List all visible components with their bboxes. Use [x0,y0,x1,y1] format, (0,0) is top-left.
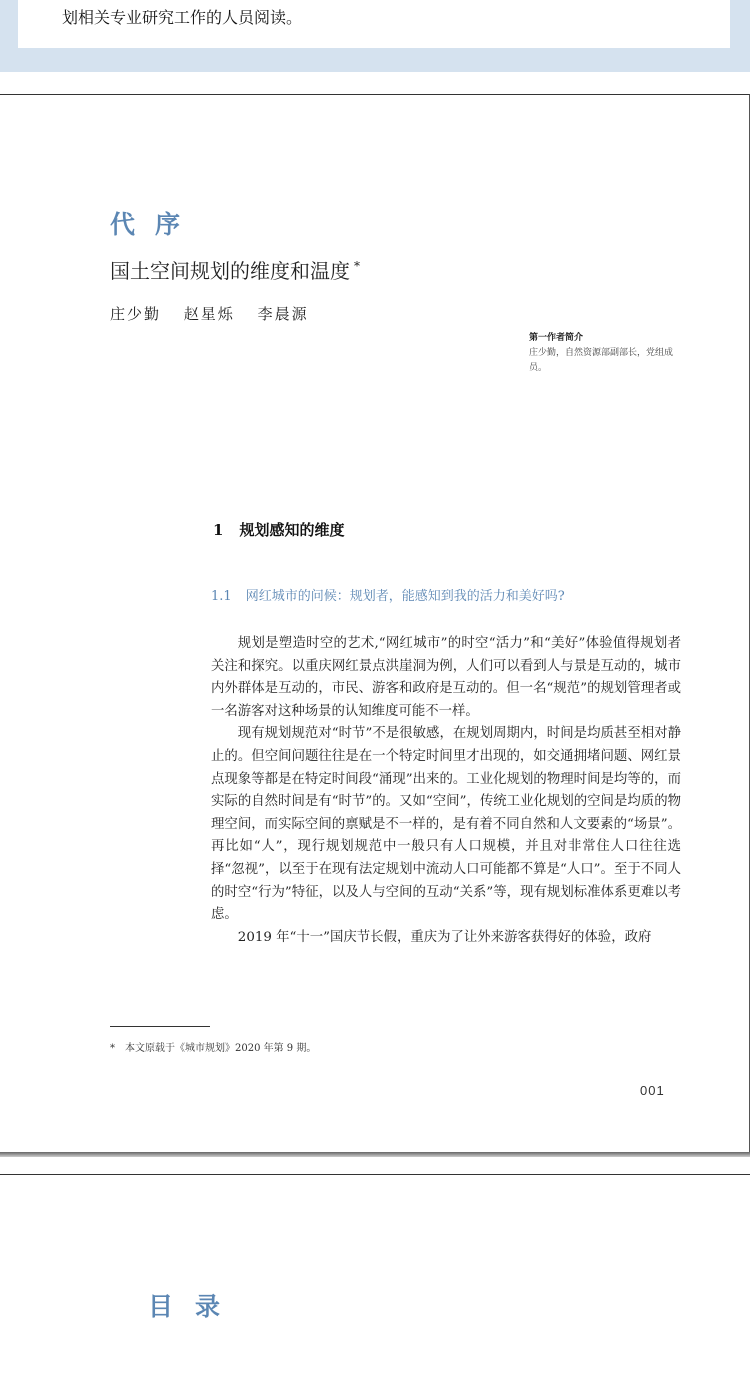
author: 赵星烁 [183,305,235,323]
page-shadow [0,1152,750,1157]
section-heading [213,519,344,540]
author: 庄少勤 [110,305,162,323]
author: 李晨源 [257,305,309,323]
paragraph: 规划是塑造时空的艺术,“网红城市”的时空“活力”和“美好”体验值得规划者关注和探究。以重庆网红景点洪崖洞为例，人们可以看到人与景是互动的，城市内外群体是互动的，市民、游客和政府是互动的。但一名“规范”的规划管理者或一名游客对这种场景的认知维度可能不一样。 [211,636,681,719]
footnote-rule [110,1026,210,1027]
author-note-text: 庄少勤，自然资源部副部长，党组成员。 [529,347,674,372]
excerpt-text: 划相关专业研究工作的人员阅读。 [62,10,303,27]
section-title: 规划感知的维度 [239,521,345,539]
page-number: 001 [640,1083,665,1098]
author-list [110,303,325,324]
body-text [211,633,681,949]
subsection-heading [211,585,565,604]
author-note-title: 第一作者简介 [529,332,584,342]
title-footnote-mark: * [354,259,360,273]
preface-label: 代序 [110,210,201,239]
paragraph: 2019 年“十一”国庆节长假，重庆为了让外来游客获得好的体验，政府 [237,929,652,945]
top-band [0,0,750,72]
footnote-text: 本文原载于《城市规划》2020 年第 9 期。 [125,1043,317,1054]
subsection-title: 网红城市的问候：规划者，能感知到我的活力和美好吗? [245,589,565,604]
paragraph: 现有规划规范对“时节”不是很敏感，在规划周期内，时间是均质甚至相对静止的。但空间问题往往是在一个特定时间里才出现的，如交通拥堵问题、网红景点现象等都是在特定时间段“涌现”出来的。工业化规划的物理时间是均等的，而实际的自然时间是有“时节”的。又如“空间”，传统工业化规划的空间是均质的物理空间，而实际空间的禀赋是不一样的，是有着不同自然和人文要素的“场景”。再比如“人”，现行规划规范中一般只有人口规模，并且对非常住人口往往选择“忽视”，以至于在现有法定规划中流动人口可能都不算是“人口”。至于不同人的时空“行为”特征，以及人与空间的互动“关系”等，现有规划标准体系更难以考虑。 [211,726,681,923]
subsection-number: 1.1 [211,589,232,604]
book-page-preface [0,94,750,1153]
footnote-mark: * [110,1043,115,1054]
article-title-text: 国土空间规划的维度和温度 [110,259,350,283]
author-note [529,330,689,375]
article-title [110,255,360,284]
footnote [110,1039,316,1054]
contents-label: 目录 [148,1292,243,1321]
excerpt-card [18,0,730,48]
section-number: 1 [213,521,224,539]
book-page-contents [0,1174,750,1389]
